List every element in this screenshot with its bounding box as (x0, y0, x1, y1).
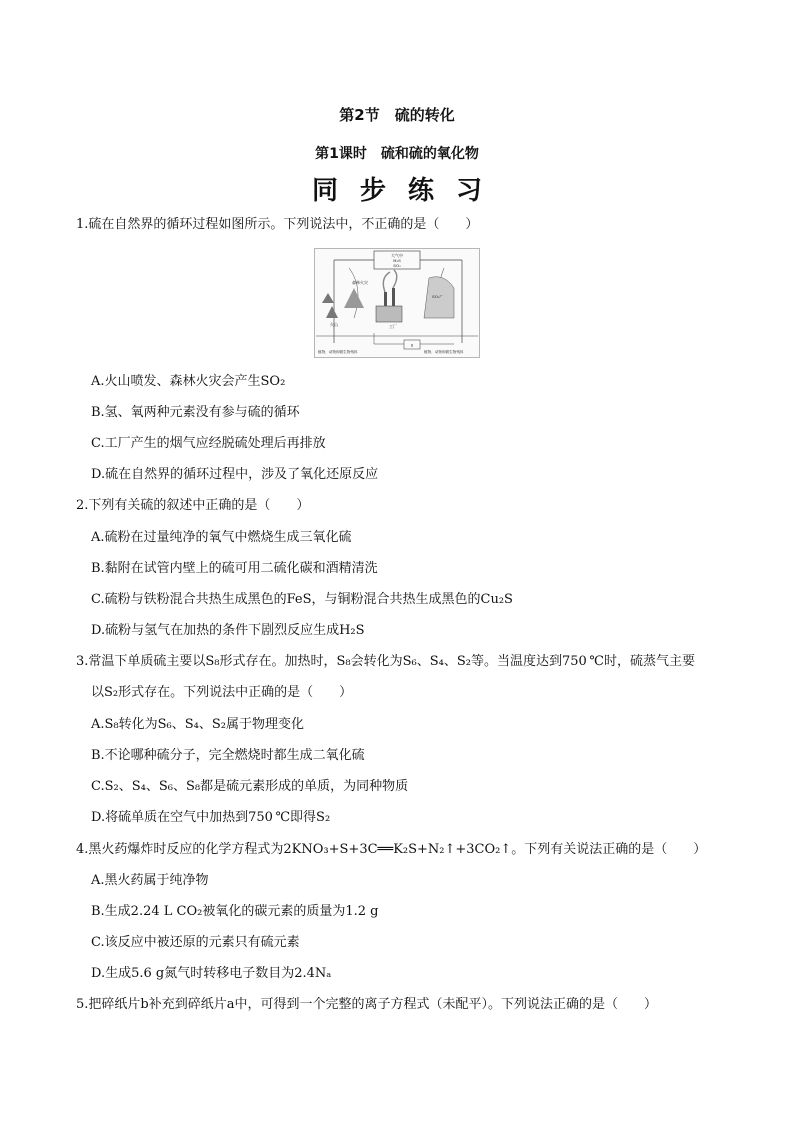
q3-option-d: D.将硫单质在空气中加热到750 ℃即得S₂ (91, 810, 331, 825)
sulfur-cycle-figure (314, 248, 480, 358)
q4-option-b: B.生成2.24 L CO₂被氧化的碳元素的质量为1.2 g (91, 904, 379, 919)
figure-label-bottom-left: 植物、动物和微生物残体 (318, 350, 358, 354)
figure-label-atmosphere: 大气中 (391, 253, 403, 258)
question-1-stem: 1.硫在自然界的循环过程如图所示。下列说法中，不正确的是（ ） (76, 217, 479, 232)
q4-option-a: A.黑火药属于纯净物 (91, 873, 209, 888)
question-4-stem: 4.黑火药爆炸时反应的化学方程式为2KNO₃+S+3C══K₂S+N₂↑+3CO₂↑。下列有关说法正确的是（ ） (76, 842, 707, 857)
question-3-stem-line1: 3.常温下单质硫主要以S₈形式存在。加热时，S₈会转化为S₆、S₄、S₂等。当温度达到750 ℃时，硫蒸气主要 (76, 654, 695, 669)
figure-label-bottom-right: 植物、动物和微生物残体 (424, 350, 464, 354)
figure-label-h2s: H₂S (393, 258, 401, 263)
figure-label-so4: SO₄²⁻ (432, 294, 444, 299)
exercise-title: 同步练习 (311, 176, 504, 206)
q3-option-c: C.S₂、S₄、S₆、S₈都是硫元素形成的单质，为同种物质 (91, 779, 409, 794)
figure-label-volcano: 火山 (330, 322, 338, 327)
q2-option-b: B.黏附在试管内壁上的硫可用二硫化碳和酒精清洗 (91, 561, 378, 576)
figure-label-sulfur: S (410, 342, 414, 348)
q3-option-a: A.S₈转化为S₆、S₄、S₂属于物理变化 (91, 717, 304, 732)
q1-option-c: C.工厂产生的烟气应经脱硫处理后再排放 (91, 436, 326, 451)
question-5-stem: 5.把碎纸片b补充到碎纸片a中，可得到一个完整的离子方程式（未配平）。下列说法正确的是（ ） (76, 997, 657, 1012)
figure-label-forest: 森林火灾 (352, 280, 368, 285)
q4-option-d: D.生成5.6 g氮气时转移电子数目为2.4Nₐ (91, 966, 332, 981)
q2-option-a: A.硫粉在过量纯净的氧气中燃烧生成三氧化硫 (91, 530, 352, 545)
question-2-stem: 2.下列有关硫的叙述中正确的是（ ） (76, 498, 310, 513)
question-3-stem-line2: 以S₂形式存在。下列说法中正确的是（ ） (91, 685, 353, 700)
q2-option-d: D.硫粉与氢气在加热的条件下剧烈反应生成H₂S (91, 623, 365, 638)
q3-option-b: B.不论哪种硫分子，完全燃烧时都生成二氧化硫 (91, 748, 365, 763)
q1-option-d: D.硫在自然界的循环过程中，涉及了氧化还原反应 (91, 467, 379, 482)
q1-option-a: A.火山喷发、森林火灾会产生SO₂ (91, 374, 286, 389)
q4-option-c: C.该反应中被还原的元素只有硫元素 (91, 935, 300, 950)
section-title: 第2节 硫的转化 (339, 106, 455, 124)
lesson-title: 第1课时 硫和硫的氧化物 (315, 146, 479, 162)
figure-label-so2: SO₂ (393, 263, 401, 268)
q1-option-b: B.氢、氧两种元素没有参与硫的循环 (91, 405, 300, 420)
q2-option-c: C.硫粉与铁粉混合共热生成黑色的FeS，与铜粉混合共热生成黑色的Cu₂S (91, 592, 513, 607)
figure-label-factory: 工厂 (389, 324, 397, 329)
